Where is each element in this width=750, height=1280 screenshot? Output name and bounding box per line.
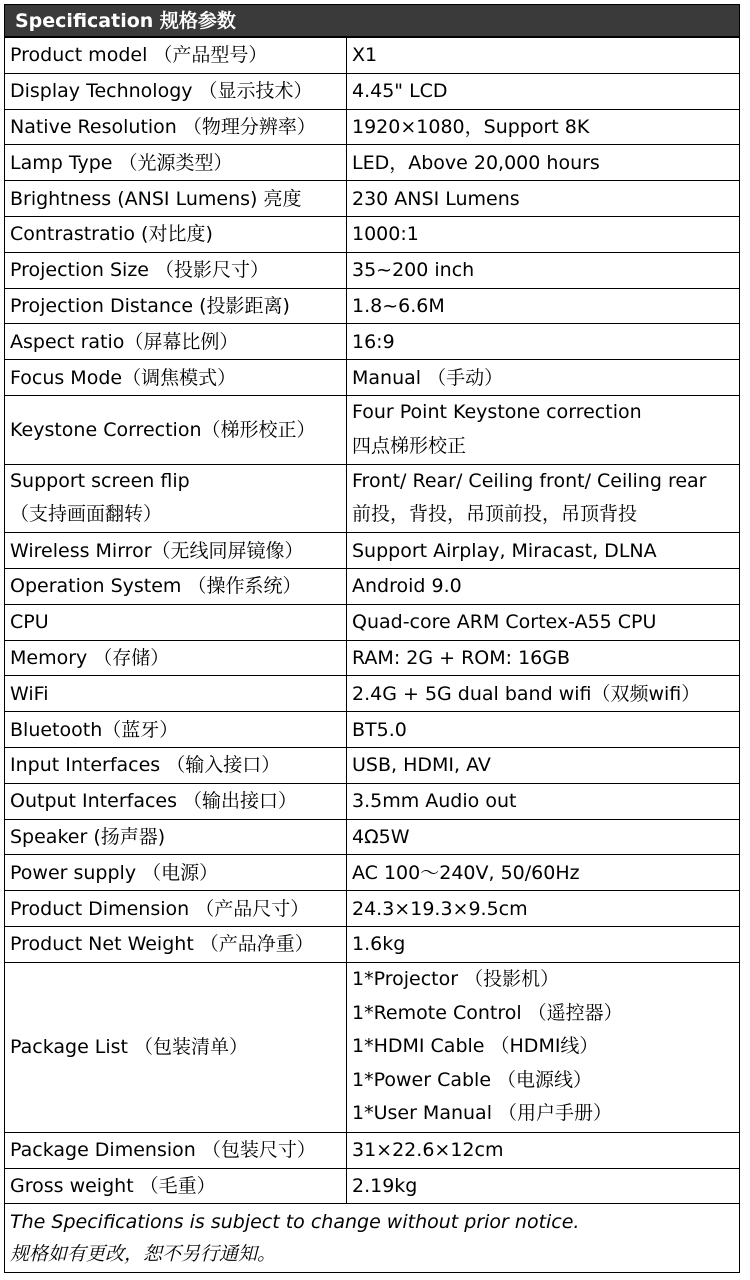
spec-value-line: BT5.0 [352, 718, 407, 741]
spec-table-body [5, 38, 740, 1204]
spec-row [5, 109, 740, 145]
spec-row [5, 640, 740, 676]
spec-value [347, 216, 740, 252]
spec-row [5, 747, 740, 783]
spec-label [5, 464, 347, 533]
spec-value [347, 288, 740, 324]
spec-value-line: Support Airplay, Miracast, DLNA [352, 539, 657, 562]
spec-value-line: 1*User Manual （用户手册） [352, 1102, 613, 1125]
spec-value-line: 16:9 [352, 330, 395, 353]
spec-row [5, 962, 740, 1132]
spec-row [5, 288, 740, 324]
spec-value [347, 252, 740, 288]
spec-row [5, 252, 740, 288]
spec-row [5, 145, 740, 181]
spec-value-line: AC 100～240V, 50/60Hz [352, 861, 580, 884]
spec-value-line: Manual （手动） [352, 366, 504, 389]
spec-value [347, 819, 740, 855]
spec-value-line: 1.8~6.6M [352, 294, 445, 317]
spec-row [5, 1132, 740, 1168]
spec-label: Lamp Type （光源类型） [5, 145, 347, 181]
spec-label: Power supply （电源） [5, 855, 347, 891]
spec-label: Contrastratio (对比度) [5, 216, 347, 252]
spec-value [347, 73, 740, 109]
spec-value-line: X1 [352, 44, 378, 67]
spec-value [347, 962, 740, 1132]
spec-value-line: Quad-core ARM Cortex-A55 CPU [352, 611, 657, 634]
spec-value-line: 4Ω5W [352, 825, 410, 848]
spec-row [5, 855, 740, 891]
spec-label: Keystone Correction（梯形校正） [5, 395, 347, 464]
spec-value [347, 676, 740, 712]
spec-label: Aspect ratio（屏幕比例） [5, 324, 347, 360]
spec-label: Product model （产品型号） [5, 38, 347, 74]
spec-row [5, 783, 740, 819]
spec-value [347, 38, 740, 74]
spec-row [5, 1168, 740, 1204]
spec-row [5, 712, 740, 748]
spec-value-line: 1.6kg [352, 933, 406, 956]
spec-value-line: USB, HDMI, AV [352, 754, 491, 777]
spec-row [5, 819, 740, 855]
spec-value [347, 855, 740, 891]
spec-value-line: Front/ Rear/ Ceiling front/ Ceiling rear [352, 469, 707, 492]
spec-value-line: Android 9.0 [352, 575, 462, 598]
spec-value [347, 360, 740, 396]
spec-value-line: 前投，背投，吊顶前投，吊顶背投 [352, 503, 638, 526]
spec-label: Operation System （操作系统） [5, 568, 347, 604]
spec-row [5, 676, 740, 712]
spec-value-line: 1920×1080，Support 8K [352, 115, 590, 138]
spec-row [5, 568, 740, 604]
spec-value [347, 640, 740, 676]
spec-value-line: 230 ANSI Lumens [352, 187, 520, 210]
spec-value [347, 109, 740, 145]
spec-label: Memory （存储） [5, 640, 347, 676]
spec-label-line: Support screen flip [10, 469, 190, 492]
spec-row [5, 464, 740, 533]
spec-value [347, 145, 740, 181]
spec-value-line: RAM: 2G + ROM: 16GB [352, 646, 570, 669]
spec-label: Native Resolution （物理分辨率） [5, 109, 347, 145]
spec-label: Product Dimension （产品尺寸） [5, 891, 347, 927]
spec-label: Product Net Weight （产品净重） [5, 926, 347, 962]
spec-label: Speaker (扬声器) [5, 819, 347, 855]
spec-label: Input Interfaces （输入接口） [5, 747, 347, 783]
spec-label: Package List （包装清单） [5, 962, 347, 1132]
spec-row [5, 395, 740, 464]
spec-value [347, 533, 740, 569]
spec-value-line: 2.19kg [352, 1174, 418, 1197]
spec-value-line: LED，Above 20,000 hours [352, 151, 600, 174]
disclaimer-note [4, 1204, 740, 1273]
spec-value [347, 747, 740, 783]
spec-value-line: 1*Power Cable （电源线） [352, 1068, 593, 1091]
spec-value-line: 四点梯形校正 [352, 434, 467, 457]
spec-sheet [4, 4, 740, 1273]
spec-label: Bluetooth（蓝牙） [5, 712, 347, 748]
spec-label: Output Interfaces （输出接口） [5, 783, 347, 819]
spec-label: Projection Distance (投影距离) [5, 288, 347, 324]
spec-value-line: 1*Remote Control （遥控器） [352, 1001, 623, 1024]
spec-value [347, 395, 740, 464]
spec-label: Gross weight （毛重） [5, 1168, 347, 1204]
spec-value-line: 1000:1 [352, 223, 419, 246]
disclaimer-chinese: 规格如有更改，恕不另行通知。 [10, 1243, 277, 1266]
spec-row [5, 926, 740, 962]
spec-label-line: （支持画面翻转） [10, 503, 163, 526]
disclaimer-english: The Specifications is subject to change without prior notice. [10, 1211, 580, 1234]
spec-row [5, 360, 740, 396]
spec-header: Specification 规格参数 [4, 4, 740, 37]
spec-value-line: 24.3×19.3×9.5cm [352, 897, 528, 920]
spec-label: Package Dimension （包装尺寸） [5, 1132, 347, 1168]
spec-value-line: Four Point Keystone correction [352, 401, 642, 424]
spec-value-line: 35~200 inch [352, 259, 475, 282]
spec-value-line: 1*Projector （投影机） [352, 968, 560, 991]
spec-label: Focus Mode（调焦模式） [5, 360, 347, 396]
spec-value-line: 4.45" LCD [352, 80, 448, 103]
spec-row [5, 73, 740, 109]
spec-value [347, 891, 740, 927]
spec-value [347, 464, 740, 533]
spec-value [347, 604, 740, 640]
spec-value [347, 712, 740, 748]
spec-value [347, 926, 740, 962]
spec-value-line: 31×22.6×12cm [352, 1139, 504, 1162]
spec-value-line: 2.4G + 5G dual band wifi（双频wifi） [352, 682, 701, 705]
spec-label: Brightness (ANSI Lumens) 亮度 [5, 181, 347, 217]
spec-row [5, 604, 740, 640]
spec-row [5, 181, 740, 217]
spec-value [347, 181, 740, 217]
spec-value [347, 568, 740, 604]
spec-value [347, 1168, 740, 1204]
spec-label: Display Technology （显示技术） [5, 73, 347, 109]
spec-row [5, 891, 740, 927]
spec-label: Projection Size （投影尺寸） [5, 252, 347, 288]
spec-table [4, 37, 740, 1204]
spec-value [347, 1132, 740, 1168]
spec-value [347, 324, 740, 360]
spec-label: CPU [5, 604, 347, 640]
spec-row [5, 533, 740, 569]
spec-row [5, 324, 740, 360]
spec-value [347, 783, 740, 819]
spec-label: Wireless Mirror（无线同屏镜像） [5, 533, 347, 569]
spec-value-line: 1*HDMI Cable （HDMI线） [352, 1035, 599, 1058]
spec-row [5, 38, 740, 74]
spec-row [5, 216, 740, 252]
spec-label: WiFi [5, 676, 347, 712]
spec-value-line: 3.5mm Audio out [352, 790, 517, 813]
